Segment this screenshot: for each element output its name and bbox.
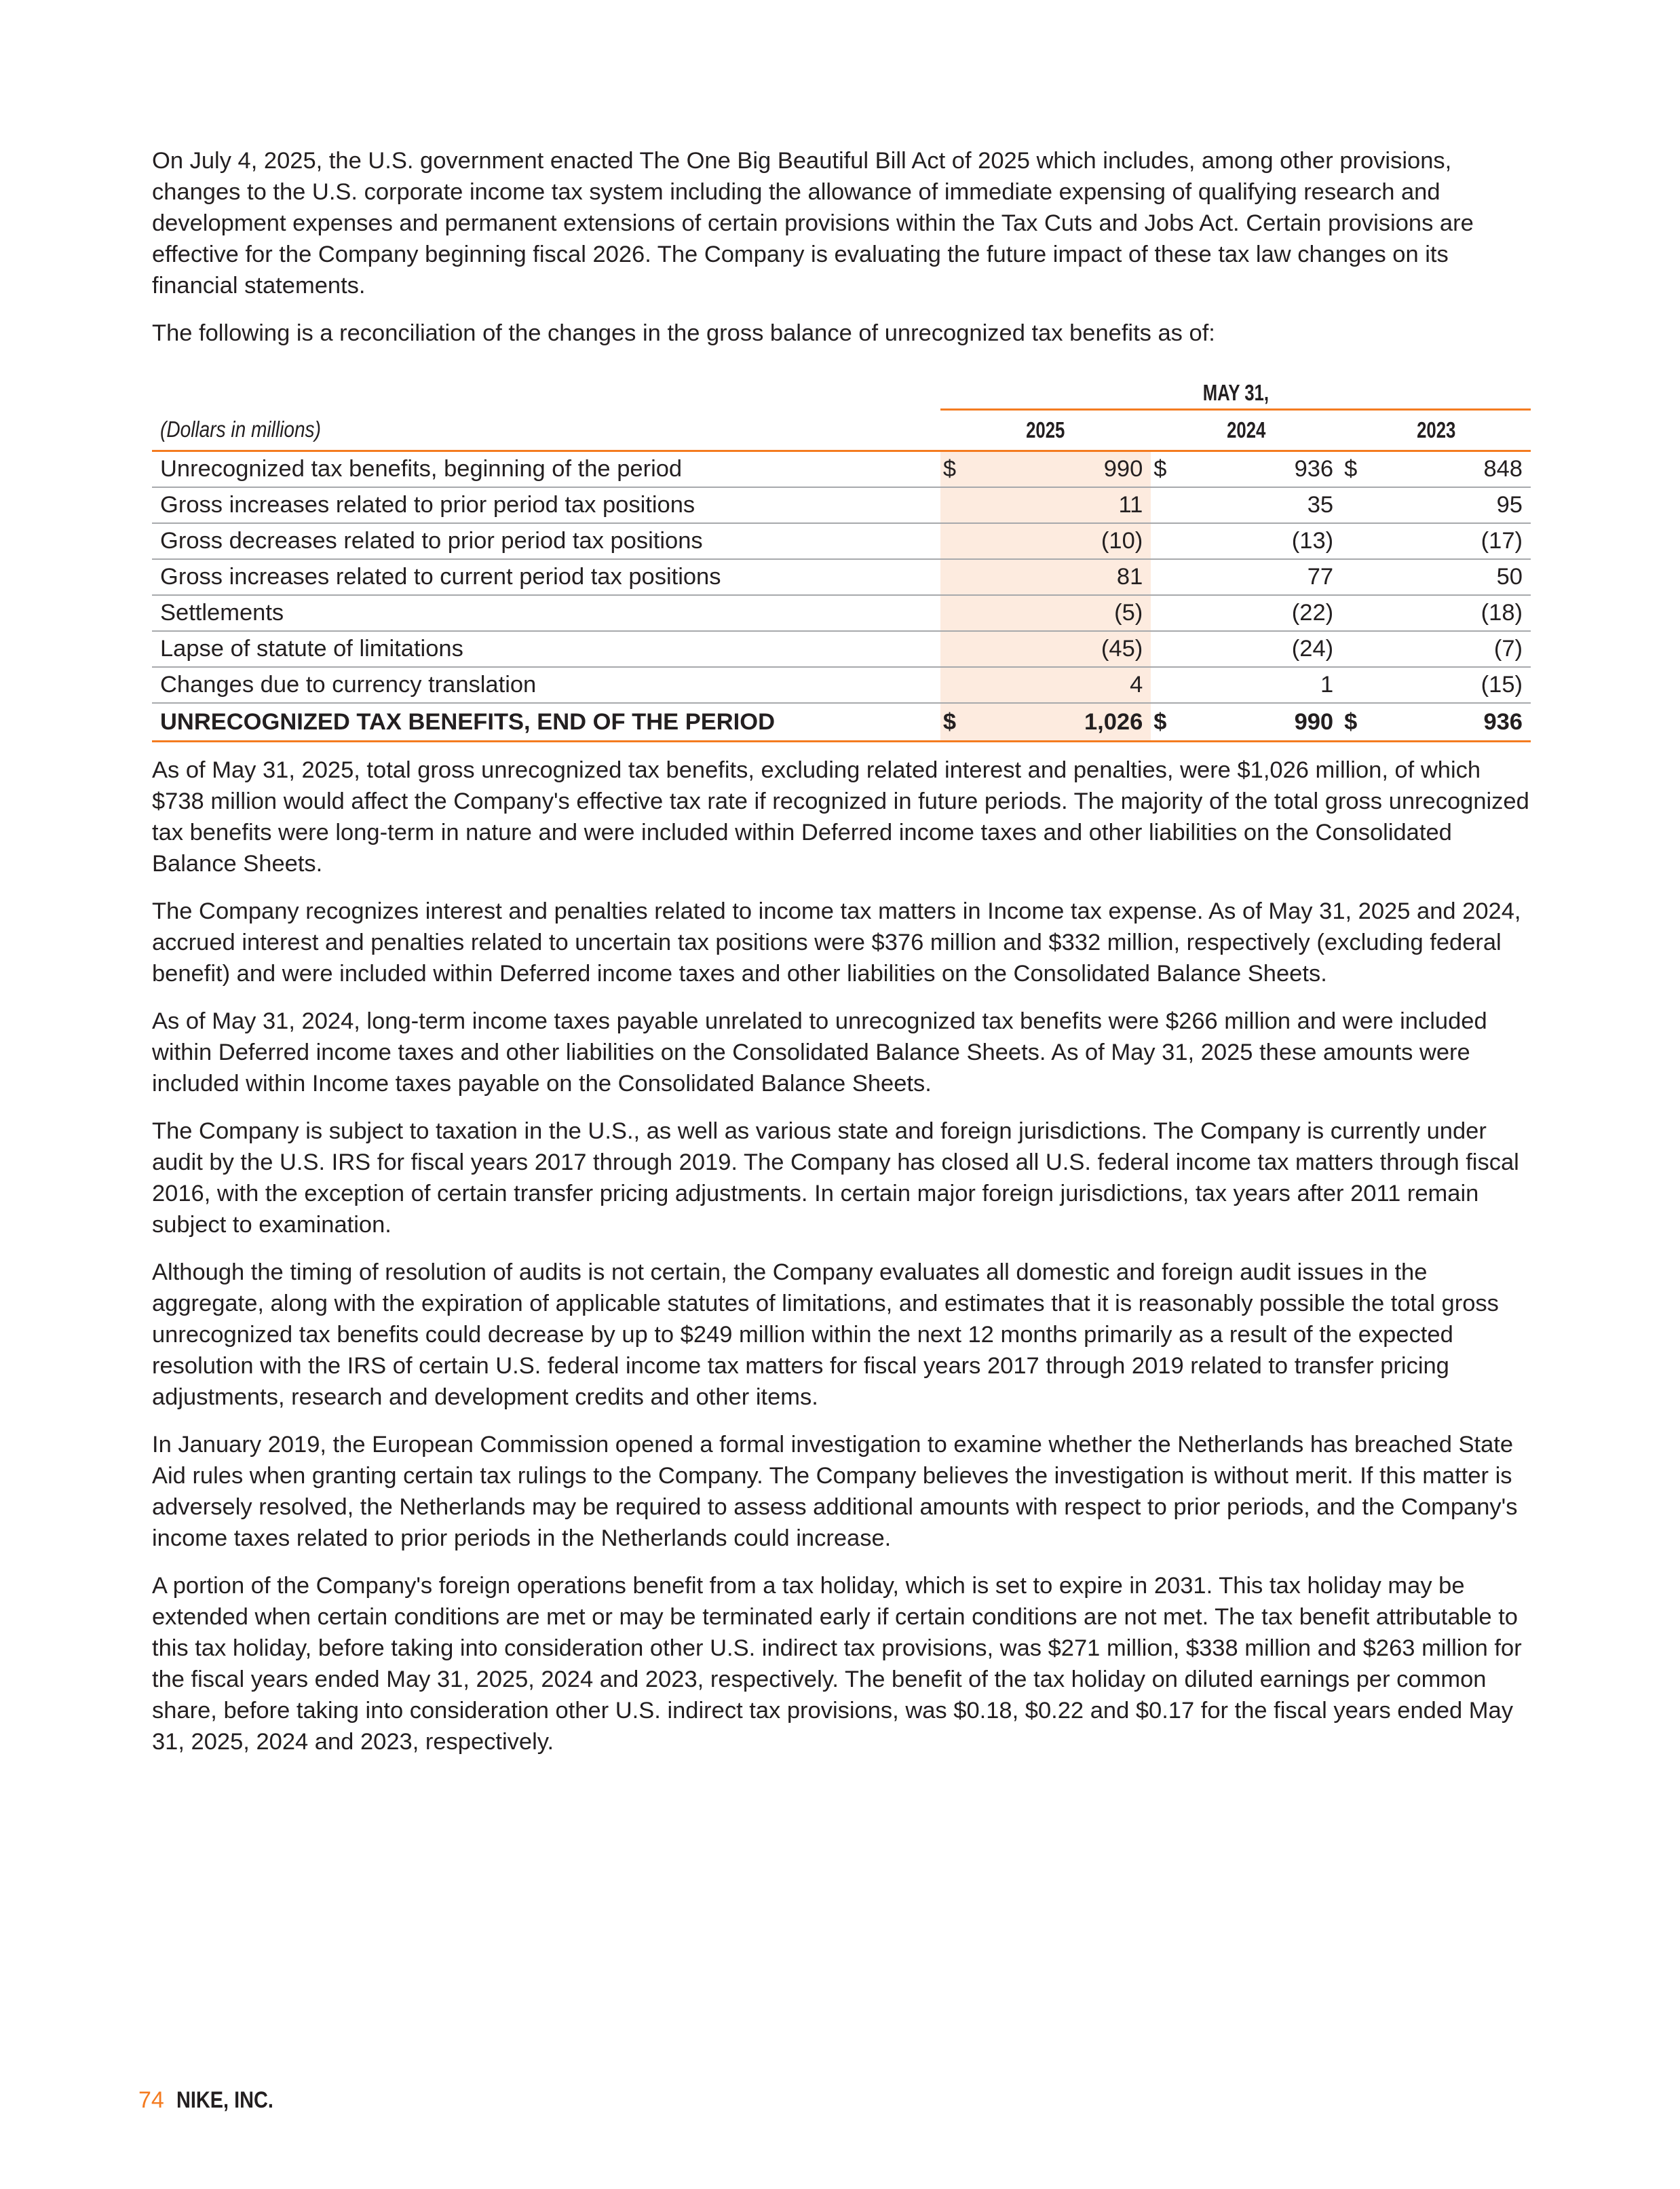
currency-symbol bbox=[1341, 523, 1468, 559]
currency-symbol bbox=[940, 559, 1067, 595]
currency-symbol bbox=[1341, 631, 1468, 667]
currency-symbol bbox=[940, 631, 1067, 667]
currency-symbol bbox=[1151, 631, 1278, 667]
table-row bbox=[152, 523, 1531, 559]
value-2025: (45) bbox=[1067, 631, 1151, 667]
year-header-2025: 2025 bbox=[940, 410, 1151, 451]
value-2025: 4 bbox=[1067, 667, 1151, 703]
table-row bbox=[152, 559, 1531, 595]
currency-symbol: $ bbox=[940, 703, 1067, 742]
body-text bbox=[152, 755, 1531, 1757]
row-label: Settlements bbox=[152, 595, 940, 631]
paragraph: A portion of the Company's foreign operations benefit from a tax holiday, which is set to expire in 2031. This tax holiday may be extended when certain conditions are met or may be terminated early if certain conditions are not met. The tax benefit attributable to this tax holiday, before taking into consideration other U.S. indirect tax provisions, was $271 million, $338 million and $263 million for the fiscal years ended May 31, 2025, 2024 and 2023, respectively. The benefit of the tax holiday on diluted earnings per common share, before taking into consideration other U.S. indirect tax provisions, was $0.18, $0.22 and $0.17 for the fiscal years ended May 31, 2025, 2024 and 2023, respectively. bbox=[152, 1573, 1522, 1755]
value-2023: (17) bbox=[1468, 523, 1531, 559]
value-2025: 11 bbox=[1067, 487, 1151, 523]
row-label: Gross increases related to current period tax positions bbox=[152, 559, 940, 595]
currency-symbol bbox=[1341, 487, 1468, 523]
page-number: 74 bbox=[138, 2087, 164, 2113]
value-2025: (10) bbox=[1067, 523, 1151, 559]
table-row bbox=[152, 595, 1531, 631]
value-2024: (13) bbox=[1278, 523, 1341, 559]
table-row bbox=[152, 487, 1531, 523]
currency-symbol bbox=[1151, 523, 1278, 559]
paragraph: Although the timing of resolution of audits is not certain, the Company evaluates all domestic and foreign audit issues in the aggregate, along with the expiration of applicable statutes of limitations, and estimates that it is reasonably possible the total gross unrecognized tax benefits could decrease by up to $249 million within the next 12 months primarily as a result of the expected resolution with the IRS of certain U.S. federal income tax matters for fiscal years 2017 through 2019 related to transfer pricing adjustments, research and development credits and other items. bbox=[152, 1259, 1499, 1410]
total-value-2025: 1,026 bbox=[1067, 703, 1151, 742]
currency-symbol bbox=[940, 595, 1067, 631]
year-header-2023: 2023 bbox=[1341, 410, 1531, 451]
value-2024: 35 bbox=[1278, 487, 1341, 523]
unrecognized-tax-benefits-table bbox=[152, 366, 1531, 742]
page-footer bbox=[138, 2087, 290, 2114]
value-2024: (22) bbox=[1278, 595, 1341, 631]
currency-symbol: $ bbox=[1341, 703, 1468, 742]
currency-symbol bbox=[940, 523, 1067, 559]
paragraph: In January 2019, the European Commission opened a formal investigation to examine whether the Netherlands has breached State Aid rules when granting certain tax rulings to the Company. The Company believes the investigation is without merit. If this matter is adversely resolved, the Netherlands may be required to assess additional amounts with respect to prior periods, and the Company's income taxes related to prior periods in the Netherlands could increase. bbox=[152, 1432, 1518, 1551]
total-value-2023: 936 bbox=[1468, 703, 1531, 742]
paragraph: The following is a reconciliation of the changes in the gross balance of unrecognized tax benefits as of: bbox=[152, 320, 1215, 346]
row-label: Gross increases related to prior period tax positions bbox=[152, 487, 940, 523]
row-label: Gross decreases related to prior period tax positions bbox=[152, 523, 940, 559]
table-row bbox=[152, 667, 1531, 703]
table-group-header: MAY 31, bbox=[940, 366, 1531, 410]
value-2023: 95 bbox=[1468, 487, 1531, 523]
paragraph: The Company recognizes interest and penalties related to income tax matters in Income tax expense. As of May 31, 2025 and 2024, accrued interest and penalties related to uncertain tax positions were $376 million and $332 million, respectively (excluding federal benefit) and were included within Deferred income taxes and other liabilities on the Consolidated Balance Sheets. bbox=[152, 898, 1521, 987]
total-label: UNRECOGNIZED TAX BENEFITS, END OF THE PERIOD bbox=[152, 703, 940, 742]
table-group-header-row bbox=[152, 366, 1531, 410]
value-2023: 50 bbox=[1468, 559, 1531, 595]
row-label: Lapse of statute of limitations bbox=[152, 631, 940, 667]
year-header-2024: 2024 bbox=[1151, 410, 1341, 451]
currency-symbol bbox=[1151, 559, 1278, 595]
page-content bbox=[152, 145, 1531, 1774]
currency-symbol bbox=[940, 487, 1067, 523]
total-value-2024: 990 bbox=[1278, 703, 1341, 742]
currency-symbol bbox=[1341, 595, 1468, 631]
paragraph: On July 4, 2025, the U.S. government enacted The One Big Beautiful Bill Act of 2025 which includes, among other provisions, changes to the U.S. corporate income tax system including the allowance of immediate expensing of qualifying research and development expenses and permanent extensions of certain provisions within the Tax Cuts and Jobs Act. Certain provisions are effective for the Company beginning fiscal 2026. The Company is evaluating the future impact of these tax law changes on its financial statements. bbox=[152, 148, 1474, 299]
table-body bbox=[152, 451, 1531, 704]
currency-symbol bbox=[1341, 559, 1468, 595]
currency-symbol bbox=[1151, 595, 1278, 631]
value-2025: 81 bbox=[1067, 559, 1151, 595]
currency-symbol: $ bbox=[1151, 451, 1278, 488]
currency-symbol: $ bbox=[940, 451, 1067, 488]
currency-symbol: $ bbox=[1341, 451, 1468, 488]
value-2024: (24) bbox=[1278, 631, 1341, 667]
paragraph: The Company is subject to taxation in the U.S., as well as various state and foreign jurisdictions. The Company is currently under audit by the U.S. IRS for fiscal years 2017 through 2019. The Company has closed all U.S. federal income tax matters through fiscal 2016, with the exception of certain transfer pricing adjustments. In certain major foreign jurisdictions, tax years after 2011 remain subject to examination. bbox=[152, 1118, 1519, 1238]
value-2024: 77 bbox=[1278, 559, 1341, 595]
table-row bbox=[152, 451, 1531, 488]
value-2025: 990 bbox=[1067, 451, 1151, 488]
value-2024: 1 bbox=[1278, 667, 1341, 703]
company-name: NIKE, INC. bbox=[176, 2087, 273, 2113]
currency-symbol: $ bbox=[1151, 703, 1278, 742]
paragraph: As of May 31, 2024, long-term income taxes payable unrelated to unrecognized tax benefits were $266 million and were included within Deferred income taxes and other liabilities on the Consolidated Balance Sheets. As of May 31, 2025 these amounts were included within Income taxes payable on the Consolidated Balance Sheets. bbox=[152, 1008, 1487, 1097]
currency-symbol bbox=[940, 667, 1067, 703]
value-2023: (15) bbox=[1468, 667, 1531, 703]
row-label: Unrecognized tax benefits, beginning of the period bbox=[152, 451, 940, 488]
currency-symbol bbox=[1341, 667, 1468, 703]
currency-symbol bbox=[1151, 667, 1278, 703]
value-2024: 936 bbox=[1278, 451, 1341, 488]
table-row bbox=[152, 631, 1531, 667]
value-2023: 848 bbox=[1468, 451, 1531, 488]
table-header-row bbox=[152, 410, 1531, 451]
currency-symbol bbox=[1151, 487, 1278, 523]
value-2023: (18) bbox=[1468, 595, 1531, 631]
row-label: Changes due to currency translation bbox=[152, 667, 940, 703]
value-2023: (7) bbox=[1468, 631, 1531, 667]
units-label: (Dollars in millions) bbox=[152, 410, 940, 451]
paragraph: As of May 31, 2025, total gross unrecognized tax benefits, excluding related interest and penalties, were $1,026 million, of which $738 million would affect the Company's effective tax rate if recognized in future periods. The majority of the total gross unrecognized tax benefits were long-term in nature and were included within Deferred income taxes and other liabilities on the Consolidated Balance Sheets. bbox=[152, 757, 1529, 877]
table-total-row bbox=[152, 703, 1531, 742]
value-2025: (5) bbox=[1067, 595, 1151, 631]
